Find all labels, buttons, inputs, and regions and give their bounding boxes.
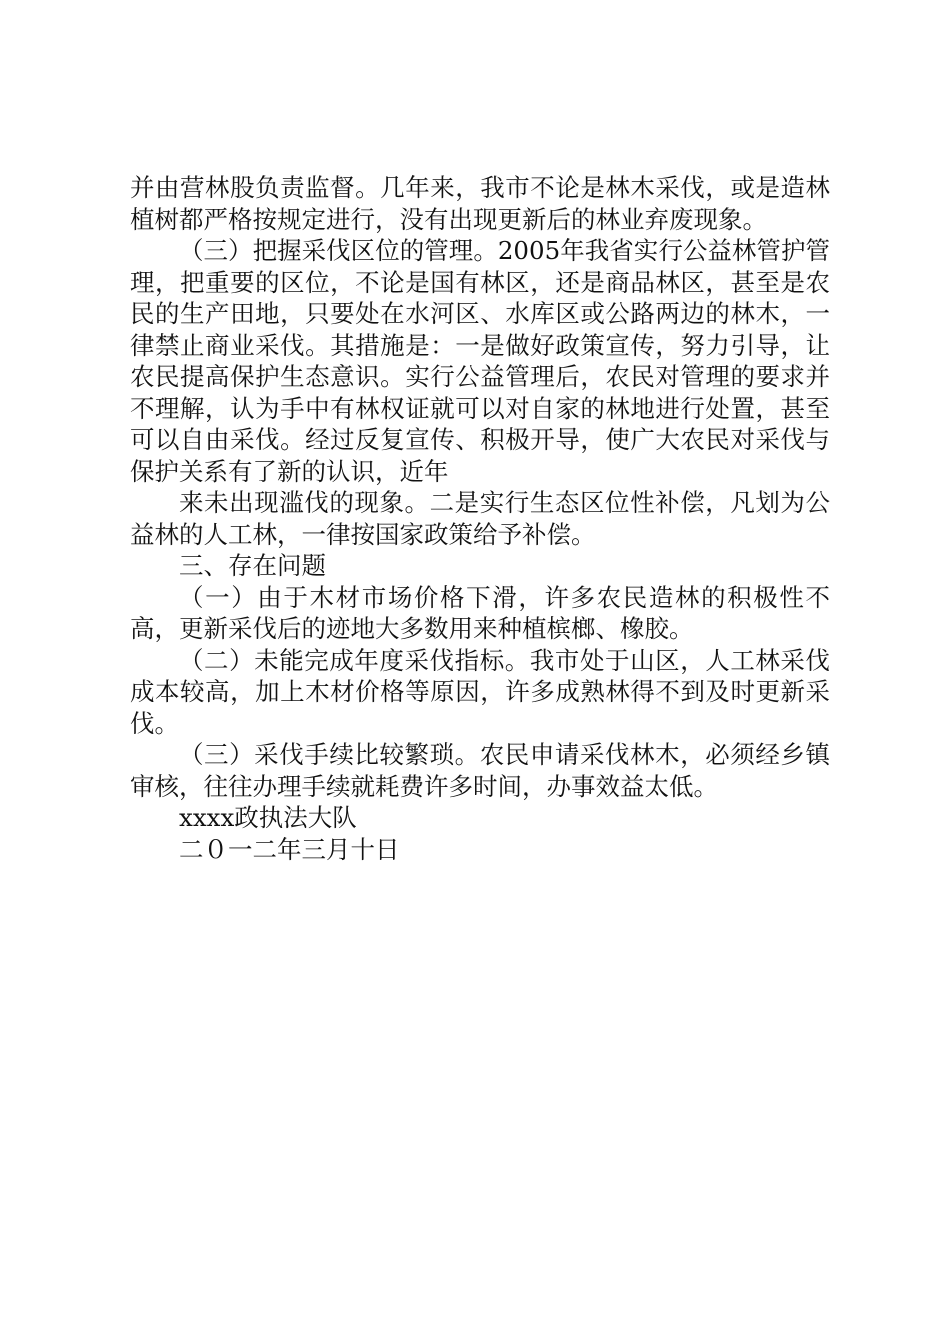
paragraph-3: 来未出现滥伐的现象。二是实行生态区位性补偿，凡划为公益林的人工林，一律按国家政策给予补偿。 xyxy=(130,488,830,549)
date: 二０一二年三月十日 xyxy=(179,834,400,864)
signature: xxxx政执法大队 xyxy=(179,803,357,832)
paragraph-issue-2: （二）未能完成年度采伐指标。我市处于山区，人工林采伐成本较高，加上木材价格等原因，许多成熟林得不到及时更新采伐。 xyxy=(130,645,830,738)
section-heading: 三、存在问题 xyxy=(179,551,326,580)
document-body xyxy=(130,172,830,865)
paragraph-1: 并由营林股负责监督。几年来，我市不论是林木采伐，或是造林植树都严格按规定进行，没有出现更新后的林业弃废现象。 xyxy=(130,173,830,234)
paragraph-issue-1: （一）由于木材市场价格下滑，许多农民造林的积极性不高，更新采伐后的迹地大多数用来种植槟榔、橡胶。 xyxy=(130,582,830,643)
paragraph-issue-3: （三）采伐手续比较繁琐。农民申请采伐林木，必须经乡镇审核，往往办理手续就耗费许多时间，办事效益太低。 xyxy=(130,740,830,801)
paragraph-2: （三）把握采伐区位的管理。2005年我省实行公益林管护管理，把重要的区位，不论是国有林区，还是商品林区，甚至是农民的生产田地，只要处在水河区、水库区或公路两边的林木，一律禁止商业采伐。其措施是：一是做好政策宣传，努力引导，让农民提高保护生态意识。实行公益管理后，农民对管理的要求并不理解，认为手中有林权证就可以对自家的林地进行处置，甚至可以自由采伐。经过反复宣传、积极开导，使广大农民对采伐与保护关系有了新的认识，近年 xyxy=(130,236,830,486)
